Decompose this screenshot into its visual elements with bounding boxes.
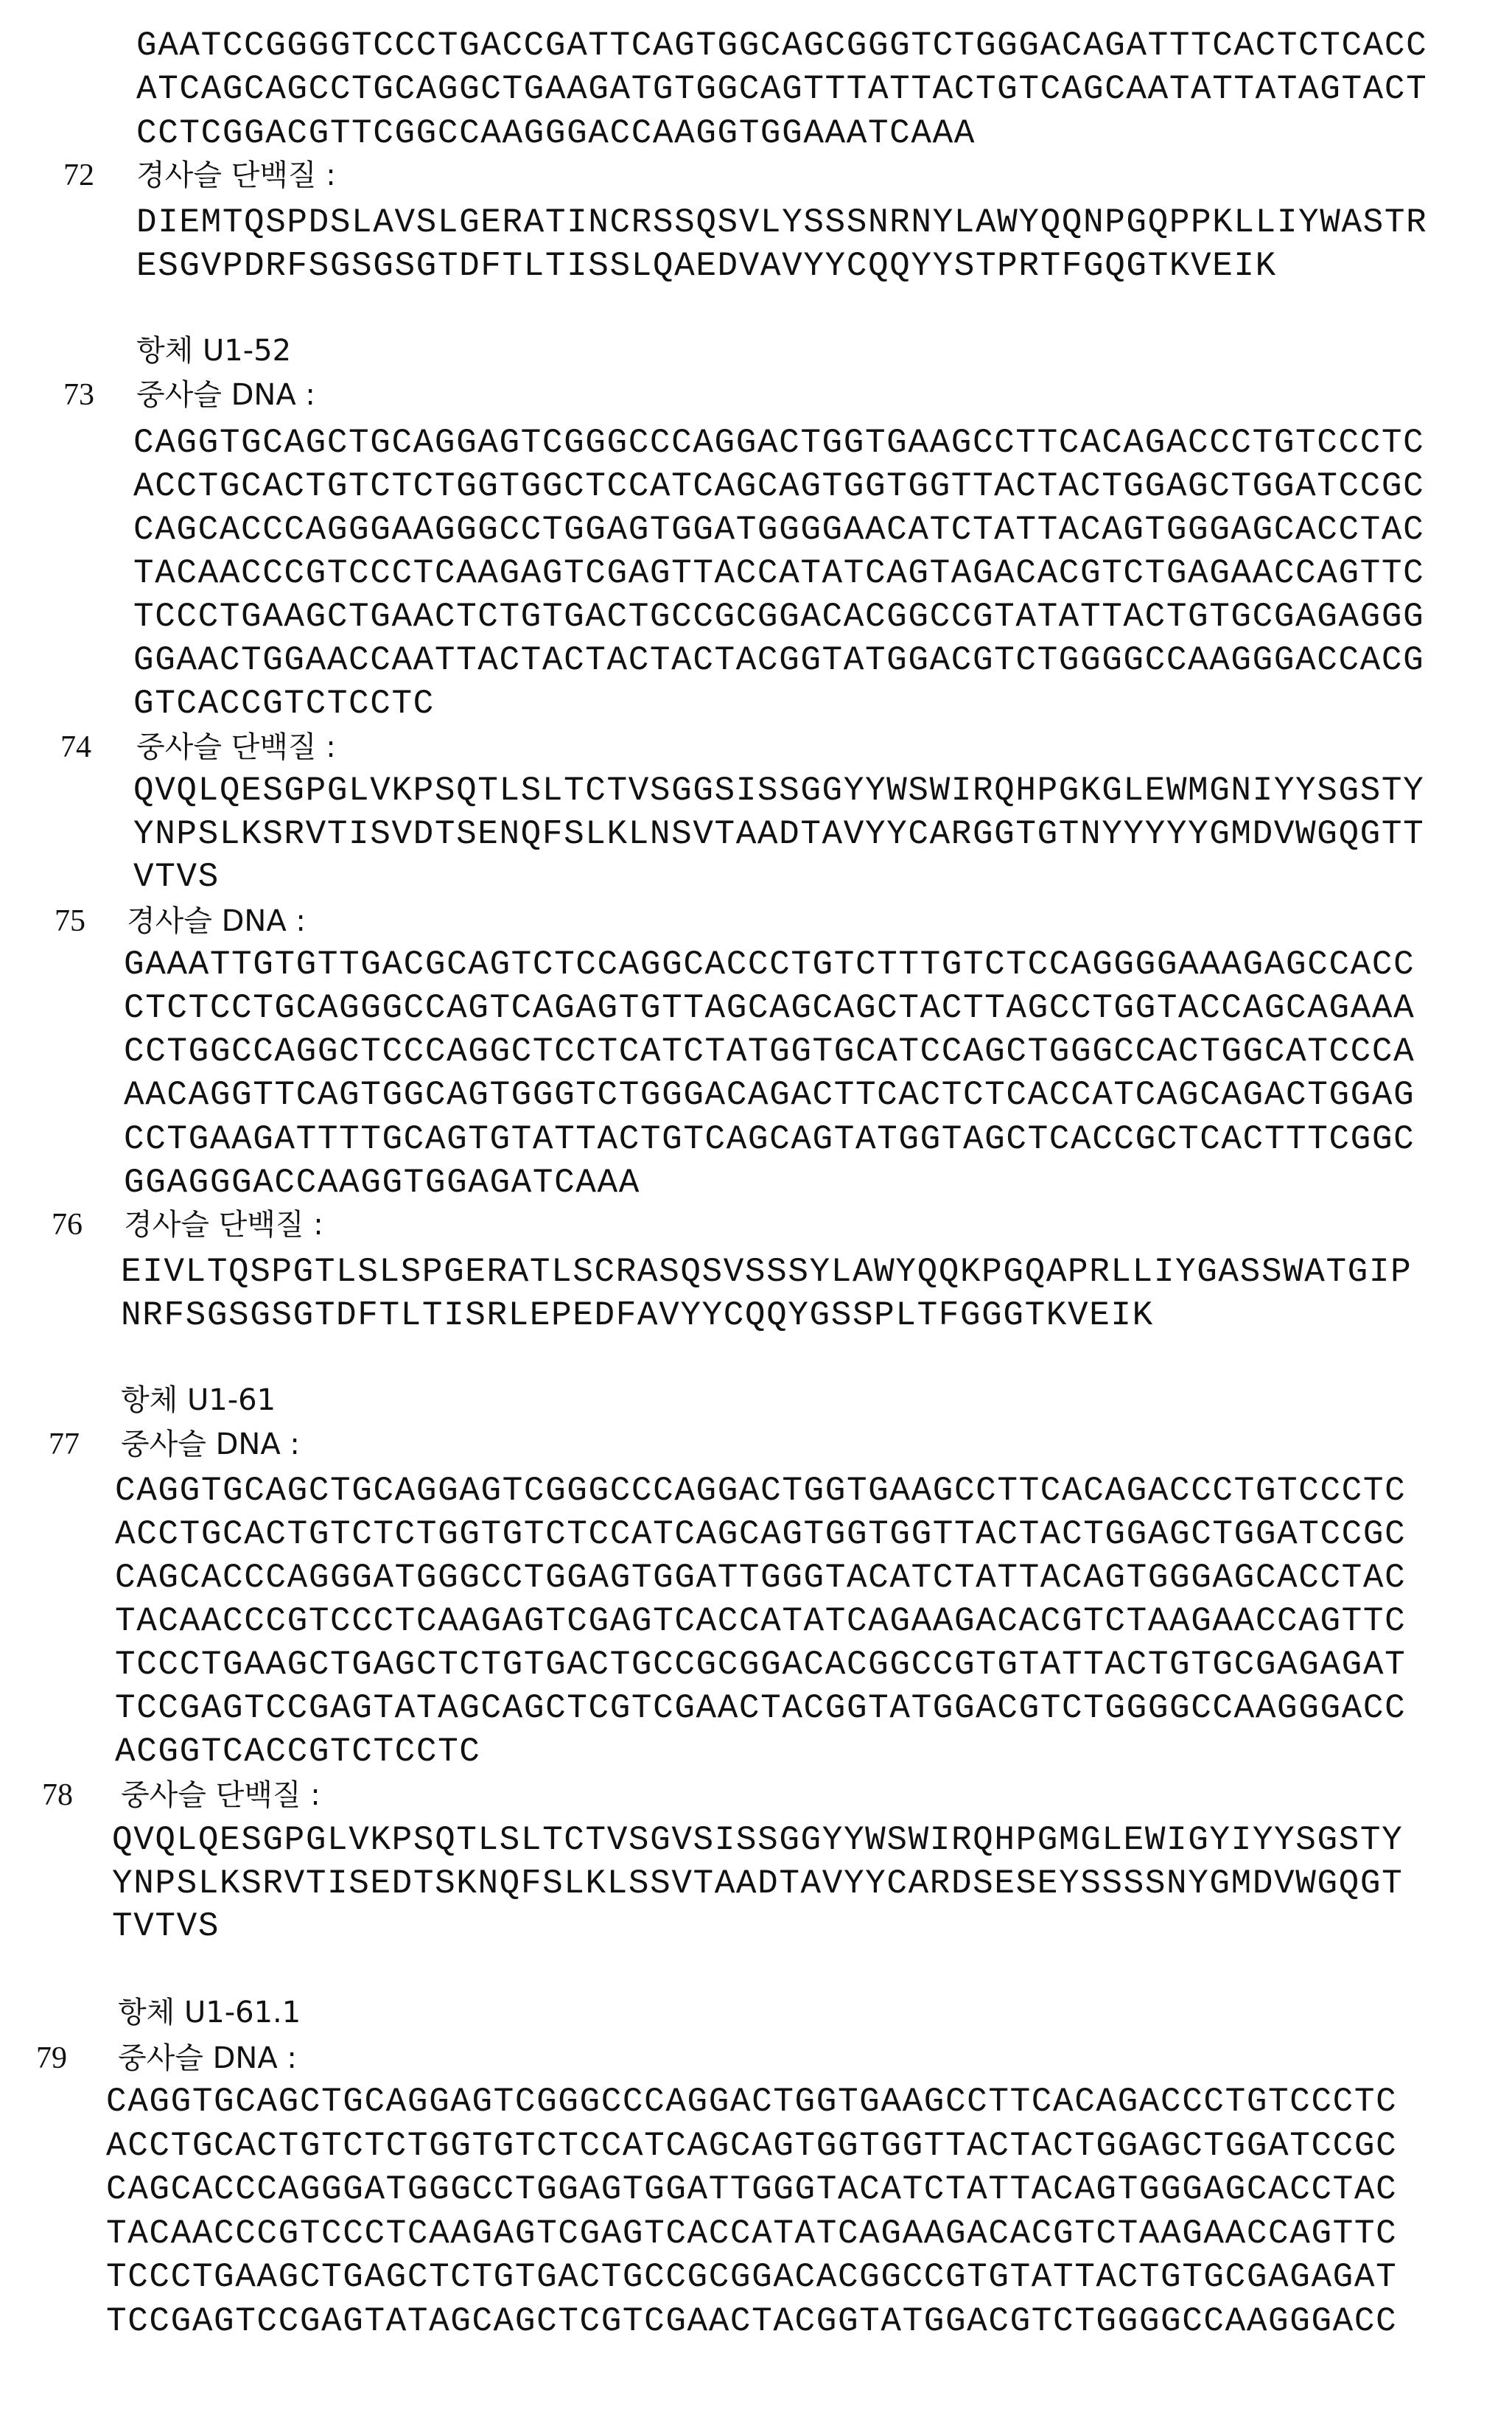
sequence-type-label: 중사슬 DNA : xyxy=(118,2040,297,2077)
sequence-line: TACAACCCGTCCCTCAAGAGTCGAGTCACCATATCAGAAGACACGTCTAAGAACCAGTTC xyxy=(115,1603,1406,1640)
sequence-line: TVTVS xyxy=(112,1908,220,1945)
sequence-id-number: 75 xyxy=(55,903,85,940)
sequence-type-label: 경사슬 DNA : xyxy=(127,903,306,940)
sequence-line: ESGVPDRFSGSGSGTDFTLTISSLQAEDVAVYYCQQYYSTPRTFGQGTKVEIK xyxy=(136,248,1277,284)
sequence-line: YNPSLKSRVTISVDTSENQFSLKLNSVTAADTAVYYCARGGTGTNYYYYYGMDVWGQGTT xyxy=(133,816,1424,853)
sequence-line: QVQLQESGPGLVKPSQTLSLTCTVSGVSISSGGYYWSWIRQHPGMGLEWIGYIYYSGSTY xyxy=(112,1822,1403,1859)
sequence-line: CCTGAAGATTTTGCAGTGTATTACTGTCAGCAGTATGGTAGCTCACCGCTCACTTTCGGC xyxy=(124,1121,1415,1158)
sequence-line: CCTGGCCAGGCTCCCAGGCTCCTCATCTATGGTGCATCCAGCTGGGCCACTGGCATCCCA xyxy=(124,1033,1415,1070)
sequence-id-number: 79 xyxy=(36,2040,67,2077)
sequence-type-label: 경사슬 단백질 : xyxy=(136,157,336,194)
sequence-type-label: 중사슬 DNA : xyxy=(121,1426,300,1463)
sequence-line: GGAGGGACCAAGGTGGAGATCAAA xyxy=(124,1164,640,1201)
sequence-line: ATCAGCAGCCTGCAGGCTGAAGATGTGGCAGTTTATTACTGTCAGCAATATTATAGTACT xyxy=(136,71,1427,108)
sequence-line: TCCCTGAAGCTGAGCTCTGTGACTGCCGCGGACACGGCCGTGTATTACTGTGCGAGAGAT xyxy=(106,2259,1397,2296)
antibody-heading: 항체 U1-61 xyxy=(121,1382,276,1419)
sequence-line: YNPSLKSRVTISEDTSKNQFSLKLSSVTAADTAVYYCARDSESEYSSSSNYGMDVWGQGT xyxy=(112,1865,1403,1902)
sequence-line: CAGCACCCAGGGATGGGCCTGGAGTGGATTGGGTACATCTATTACAGTGGGAGCACCTAC xyxy=(106,2171,1397,2208)
sequence-line: TCCGAGTCCGAGTATAGCAGCTCGTCGAACTACGGTATGGACGTCTGGGGCCAAGGGACC xyxy=(115,1690,1406,1727)
sequence-line: EIVLTQSPGTLSLSPGERATLSCRASQSVSSSYLAWYQQKPGQAPRLLIYGASSWATGIP xyxy=(121,1254,1412,1290)
sequence-line: ACGGTCACCGTCTCCTC xyxy=(115,1733,480,1770)
sequence-type-label: 경사슬 단백질 : xyxy=(124,1206,323,1243)
sequence-line: CAGGTGCAGCTGCAGGAGTCGGGCCCAGGACTGGTGAAGCCTTCACAGACCCTGTCCCTC xyxy=(133,424,1424,461)
sequence-id-number: 74 xyxy=(60,729,91,766)
sequence-id-number: 77 xyxy=(49,1426,80,1463)
sequence-line: TCCCTGAAGCTGAACTCTGTGACTGCCGCGGACACGGCCGTATATTACTGTGCGAGAGGG xyxy=(133,598,1424,635)
sequence-line: CAGGTGCAGCTGCAGGAGTCGGGCCCAGGACTGGTGAAGCCTTCACAGACCCTGTCCCTC xyxy=(106,2083,1397,2120)
sequence-line: ACCTGCACTGTCTCTGGTGTCTCCATCAGCAGTGGTGGTTACTACTGGAGCTGGATCCGC xyxy=(106,2128,1397,2164)
sequence-id-number: 72 xyxy=(63,157,94,194)
sequence-line: TCCGAGTCCGAGTATAGCAGCTCGTCGAACTACGGTATGGACGTCTGGGGCCAAGGGACC xyxy=(106,2303,1397,2340)
sequence-line: CTCTCCTGCAGGGCCAGTCAGAGTGTTAGCAGCAGCTACTTAGCCTGGTACCAGCAGAAA xyxy=(124,990,1415,1027)
sequence-line: GAATCCGGGGTCCCTGACCGATTCAGTGGCAGCGGGTCTGGGACAGATTTCACTCTCACC xyxy=(136,27,1427,64)
sequence-line: CCTCGGACGTTCGGCCAAGGGACCAAGGTGGAAATCAAA xyxy=(136,115,976,152)
sequence-id-number: 73 xyxy=(63,377,94,413)
sequence-id-number: 78 xyxy=(42,1777,73,1814)
sequence-line: NRFSGSGSGTDFTLTISRLEPEDFAVYYCQQYGSSPLTFGGGTKVEIK xyxy=(121,1297,1154,1334)
sequence-line: GGAACTGGAACCAATTACTACTACTACTACGGTATGGACGTCTGGGGCCAAGGGACCACG xyxy=(133,642,1424,679)
sequence-line: CAGCACCCAGGGATGGGCCTGGAGTGGATTGGGTACATCTATTACAGTGGGAGCACCTAC xyxy=(115,1559,1406,1596)
sequence-line: TACAACCCGTCCCTCAAGAGTCGAGTCACCATATCAGAAGACACGTCTAAGAACCAGTTC xyxy=(106,2215,1397,2252)
sequence-line: QVQLQESGPGLVKPSQTLSLTCTVSGGSISSGGYYWSWIRQHPGKGLEWMGNIYYSGSTY xyxy=(133,772,1424,809)
sequence-line: GAAATTGTGTTGACGCAGTCTCCAGGCACCCTGTCTTTGTCTCCAGGGGAAAGAGCCACC xyxy=(124,946,1415,983)
sequence-line: ACCTGCACTGTCTCTGGTGTCTCCATCAGCAGTGGTGGTTACTACTGGAGCTGGATCCGC xyxy=(115,1516,1406,1553)
sequence-line: CAGCACCCAGGGAAGGGCCTGGAGTGGATGGGGAACATCTATTACAGTGGGAGCACCTAC xyxy=(133,511,1424,548)
sequence-line: TACAACCCGTCCCTCAAGAGTCGAGTTACCATATCAGTAGACACGTCTGAGAACCAGTTC xyxy=(133,555,1424,592)
antibody-heading: 항체 U1-52 xyxy=(136,332,291,369)
sequence-type-label: 중사슬 DNA : xyxy=(136,377,315,413)
sequence-line: ACCTGCACTGTCTCTGGTGGCTCCATCAGCAGTGGTGGTTACTACTGGAGCTGGATCCGC xyxy=(133,468,1424,505)
sequence-line: CAGGTGCAGCTGCAGGAGTCGGGCCCAGGACTGGTGAAGCCTTCACAGACCCTGTCCCTC xyxy=(115,1472,1406,1509)
sequence-line: TCCCTGAAGCTGAGCTCTGTGACTGCCGCGGACACGGCCGTGTATTACTGTGCGAGAGAT xyxy=(115,1646,1406,1683)
sequence-line: GTCACCGTCTCCTC xyxy=(133,685,435,722)
sequence-line: DIEMTQSPDSLAVSLGERATINCRSSQSVLYSSSNRNYLAWYQQNPGQPPKLLIYWASTR xyxy=(136,204,1427,241)
sequence-line: VTVS xyxy=(133,859,220,895)
sequence-line: AACAGGTTCAGTGGCAGTGGGTCTGGGACAGACTTCACTCTCACCATCAGCAGACTGGAG xyxy=(124,1077,1415,1114)
sequence-type-label: 중사슬 단백질 : xyxy=(121,1777,321,1814)
antibody-heading: 항체 U1-61.1 xyxy=(118,1994,301,2031)
sequence-type-label: 중사슬 단백질 : xyxy=(136,729,336,766)
sequence-id-number: 76 xyxy=(52,1206,83,1243)
